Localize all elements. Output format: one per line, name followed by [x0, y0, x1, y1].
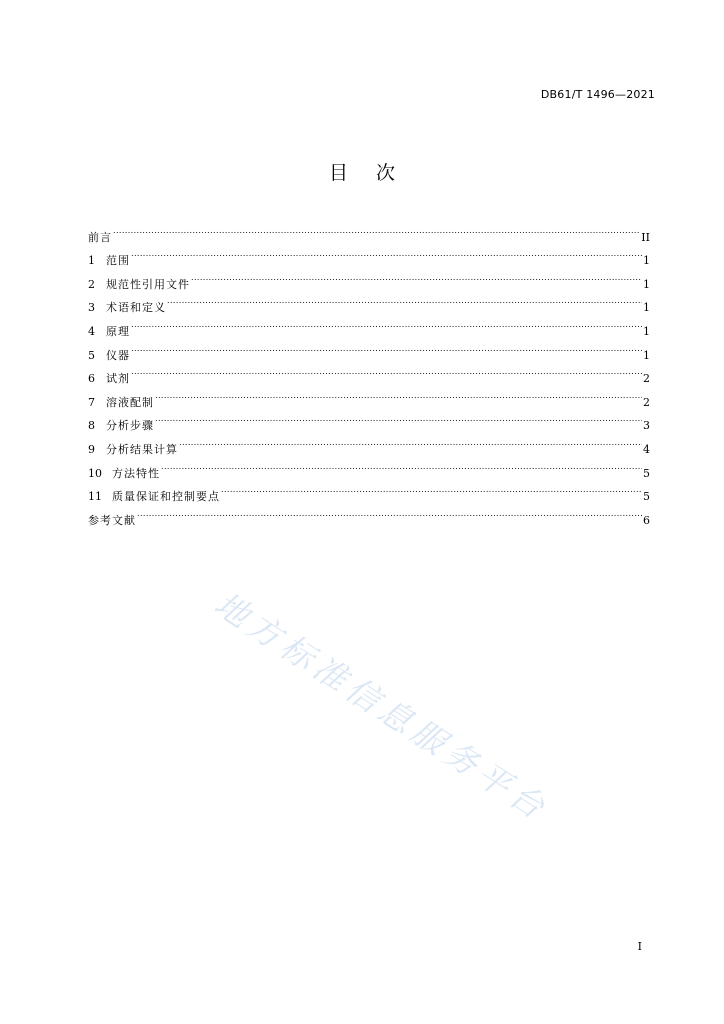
table-of-contents [88, 217, 650, 527]
toc-entry-label: 分析步骤 [106, 419, 154, 433]
toc-entry-principle[interactable] [88, 311, 650, 338]
toc-entry-number: 1 [88, 254, 95, 268]
toc-entry-number: 3 [88, 301, 95, 315]
toc-entry-method-characteristics[interactable] [88, 453, 650, 480]
toc-entry-label: 范围 [106, 254, 130, 268]
toc-entry-quality-assurance[interactable] [88, 477, 650, 504]
toc-entry-number: 11 [88, 490, 102, 504]
toc-entry-result-calculation[interactable] [88, 429, 650, 456]
toc-leader-dots [221, 477, 642, 501]
toc-entry-terms-definitions[interactable] [88, 288, 650, 315]
toc-entry-label: 质量保证和控制要点 [112, 490, 220, 504]
toc-entry-label: 原理 [106, 324, 130, 338]
toc-leader-dots [167, 288, 642, 312]
toc-entry-label: 术语和定义 [106, 301, 166, 315]
toc-entry-label: 试剂 [106, 372, 130, 386]
toc-leader-dots [131, 311, 642, 335]
toc-entry-number: 10 [88, 466, 102, 480]
toc-leader-dots [131, 335, 642, 359]
toc-leader-dots [179, 429, 642, 453]
toc-entry-page: 1 [643, 324, 650, 338]
toc-entry-solution-preparation[interactable] [88, 382, 650, 409]
toc-entry-number: 7 [88, 395, 95, 409]
toc-entry-number: 4 [88, 324, 95, 338]
toc-title: 目次 [328, 162, 423, 184]
toc-leader-dots [155, 382, 642, 406]
toc-entry-bibliography[interactable] [88, 500, 650, 527]
toc-entry-number: 8 [88, 419, 95, 433]
toc-entry-label: 前言 [88, 230, 112, 244]
toc-entry-preface[interactable] [88, 217, 650, 244]
toc-entry-label: 仪器 [106, 348, 130, 362]
toc-leader-dots [131, 241, 642, 265]
toc-entry-label: 方法特性 [112, 466, 160, 480]
toc-entry-page: 1 [643, 277, 650, 291]
toc-leader-dots [155, 406, 642, 430]
toc-entry-label: 分析结果计算 [106, 442, 178, 456]
toc-leader-dots [131, 359, 642, 383]
toc-entry-page: 1 [643, 348, 650, 362]
toc-entry-page: 4 [643, 442, 650, 456]
toc-entry-page: 1 [643, 301, 650, 315]
toc-entry-page: 2 [643, 395, 650, 409]
toc-leader-dots [137, 500, 642, 524]
watermark-text: 地方标准信息服务平台 [207, 584, 557, 830]
toc-entry-label: 溶液配制 [106, 395, 154, 409]
toc-entry-page: 3 [643, 419, 650, 433]
toc-entry-normative-references[interactable] [88, 264, 650, 291]
toc-entry-number: 9 [88, 442, 95, 456]
toc-entry-reagents[interactable] [88, 359, 650, 386]
toc-entry-page: 2 [643, 372, 650, 386]
toc-entry-page: 1 [643, 254, 650, 268]
document-code: DB61/T 1496—2021 [540, 88, 655, 101]
page-number: I [637, 940, 642, 953]
toc-leader-dots [161, 453, 642, 477]
toc-entry-instruments[interactable] [88, 335, 650, 362]
toc-leader-dots [113, 217, 640, 241]
toc-entry-number: 6 [88, 372, 95, 386]
toc-leader-dots [191, 264, 642, 288]
toc-entry-page: 6 [643, 513, 650, 527]
toc-entry-label: 参考文献 [88, 513, 136, 527]
toc-entry-number: 2 [88, 277, 95, 291]
toc-entry-label: 规范性引用文件 [106, 277, 190, 291]
toc-entry-page: II [641, 230, 650, 244]
toc-entry-page: 5 [643, 466, 650, 480]
toc-entry-number: 5 [88, 348, 95, 362]
toc-entry-scope[interactable] [88, 241, 650, 268]
toc-entry-page: 5 [643, 490, 650, 504]
toc-entry-analysis-steps[interactable] [88, 406, 650, 433]
